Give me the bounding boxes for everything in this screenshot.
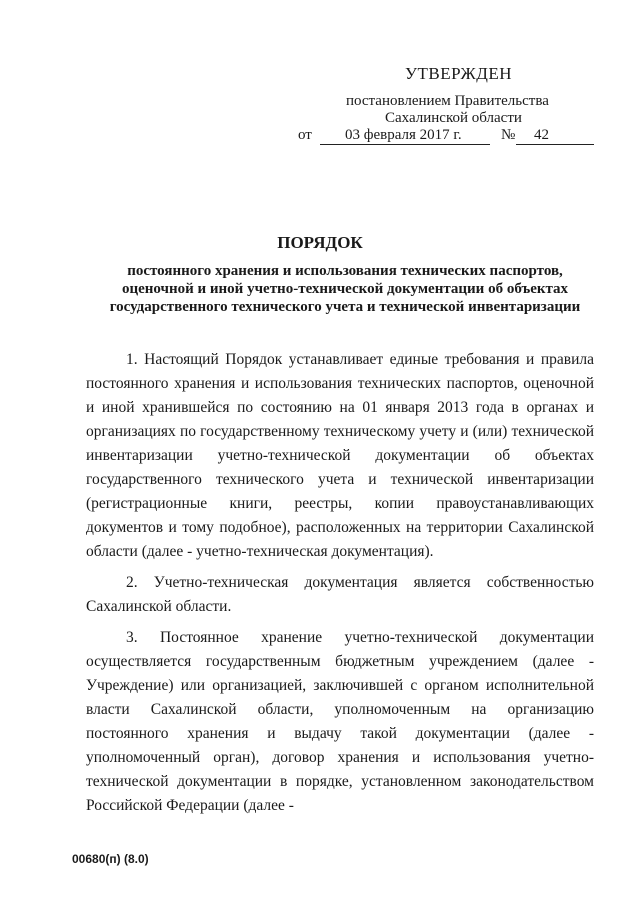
approval-number: 42 — [534, 127, 549, 143]
ot-label: от — [298, 127, 312, 143]
document-body — [86, 348, 594, 825]
document-subtitle: постоянного хранения и использования технических паспортов, оценочной и иной учетно-технической документации об объектах государственного технического учета и технической инвентаризации — [109, 263, 581, 315]
approval-line-2: Сахалинской области — [385, 110, 522, 126]
document-title: ПОРЯДОК — [277, 233, 363, 252]
approved-heading: УТВЕРЖДЕН — [405, 64, 512, 83]
paragraph-3: 3. Постоянное хранение учетно-технической документации осуществляется государственным бюджетным учреждением (далее - Учреждение) или организацией, заключившей с органом исполнительной власти Сахалинской области, уполномоченным на организацию постоянного хранения и выдачу такой документации (далее - уполномоченный орган), договор хранения и использования учетно-технической документации в порядке, установленном законодательством Российской Федерации (далее - — [86, 629, 594, 814]
approval-date: 03 февраля 2017 г. — [345, 127, 462, 143]
approval-date-number-line — [298, 127, 598, 147]
number-sign: № — [501, 127, 516, 143]
number-underline — [516, 144, 594, 145]
paragraph-2: 2. Учетно-техническая документация является собственностью Сахалинской области. — [86, 574, 594, 615]
date-underline — [320, 144, 490, 145]
document-code: 00680(п) (8.0) — [72, 852, 149, 866]
paragraph-1: 1. Настоящий Порядок устанавливает единые требования и правила постоянного хранения и использования технических паспортов, оценочной и иной хранившейся по состоянию на 01 января 2013 года в органах и организациях по государственному техническому учету и (или) технической инвентаризации учетно-технической документации об объектах государственного технического учета и технической инвентаризации (регистрационные книги, реестры, копии правоустанавливающих документов и тому подобное), расположенных на территории Сахалинской области (далее - учетно-техническая документация). — [86, 351, 594, 560]
approval-line-1: постановлением Правительства — [346, 93, 549, 109]
